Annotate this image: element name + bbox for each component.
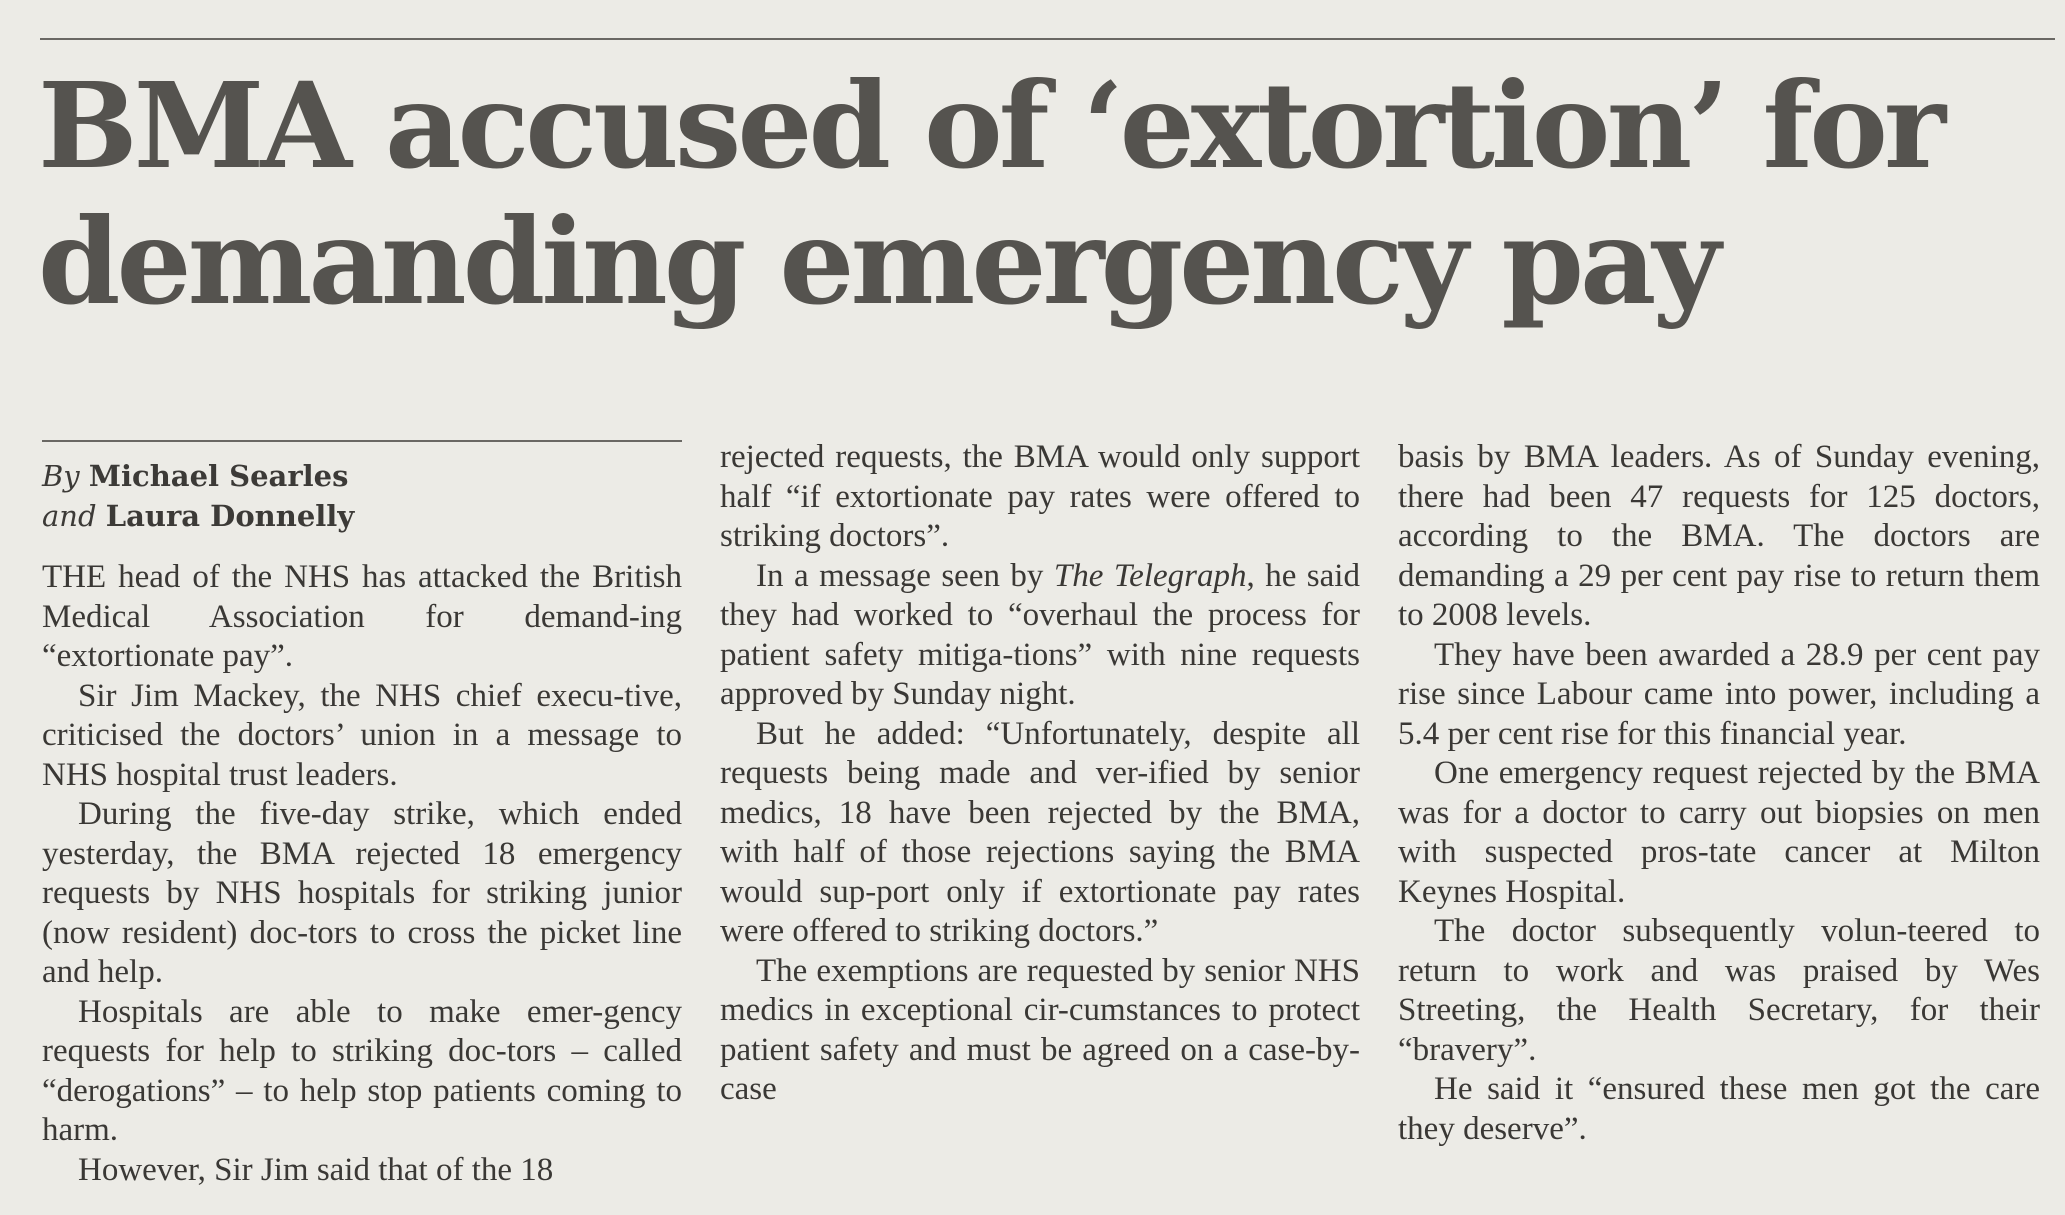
publication-name: The Telegraph (1053, 557, 1247, 594)
headline (38, 58, 2038, 330)
paragraph: He said it “ensured these men got the care they deserve”. (1398, 1071, 2040, 1147)
paragraph: However, Sir Jim said that of the 18 (78, 1151, 554, 1188)
paragraph: The doctor subsequently volun-teered to return to work and was praised by Wes Streeting, the Health Secretary, for their “bravery”. (1398, 913, 2040, 1068)
paragraph: basis by BMA leaders. As of Sunday evening, there had been 47 requests for 125 doctors, according to the BMA. The doctors are demanding a 29 per cent pay rise to return them to 2008 levels. (1398, 439, 2040, 633)
byline-line-2 (42, 496, 682, 536)
headline-line-2: demanding emergency pay (38, 192, 1717, 331)
paragraph-text: In a message seen by (756, 557, 1054, 594)
byline-and: and (42, 499, 97, 533)
headline-line-1: BMA accused of ‘extortion’ for (38, 56, 1943, 195)
byline (42, 440, 682, 536)
article-column-3 (1398, 438, 2040, 1149)
article-column-2 (720, 438, 1360, 1110)
top-rule (40, 38, 2055, 40)
paragraph: Hospitals are able to make emer-gency requests for help to striking doc-tors – called “derogations” – to help stop patients coming to harm. (42, 993, 682, 1148)
paragraph: During the five-day strike, which ended yesterday, the BMA rejected 18 emergency requests by NHS hospitals for striking junior (now resident) doc-tors to cross the picket line and help. (42, 796, 682, 990)
paragraph (720, 557, 1360, 715)
paragraph: They have been awarded a 28.9 per cent pay rise since Labour came into power, including a 5.4 per cent rise for this financial year. (1398, 636, 2040, 752)
paragraph: THE head of the NHS has attacked the British Medical Association for demand-ing “extortionate pay”. (42, 559, 682, 674)
byline-line-1 (42, 456, 682, 496)
byline-author-2: Laura Donnelly (105, 499, 355, 533)
paragraph: One emergency request rejected by the BMA was for a doctor to carry out biopsies on men with suspected pros-tate cancer at Milton Keynes Hospital. (1398, 755, 2040, 910)
article-column-1 (42, 558, 682, 1190)
byline-author-1: Michael Searles (88, 459, 349, 493)
paragraph-text: , he said they had worked to “overhaul the process for patient safety mitiga-tions” with nine requests approved by Sunday night. (720, 557, 1360, 712)
paragraph: But he added: “Unfortunately, despite all requests being made and ver-ified by senior medics, 18 have been rejected by the BMA, with half of those rejections saying the BMA would sup-port only if extortionate pay rates were offered to striking doctors.” (720, 715, 1360, 949)
paragraph: rejected requests, the BMA would only support half “if extortionate pay rates were offered to striking doctors”. (720, 439, 1360, 554)
paragraph: The exemptions are requested by senior NHS medics in exceptional cir-cumstances to protect patient safety and must be agreed on a case-by-case (720, 952, 1360, 1107)
paragraph: Sir Jim Mackey, the NHS chief execu-tive, criticised the doctors’ union in a message to NHS hospital trust leaders. (42, 677, 682, 793)
byline-by: By (42, 459, 80, 493)
